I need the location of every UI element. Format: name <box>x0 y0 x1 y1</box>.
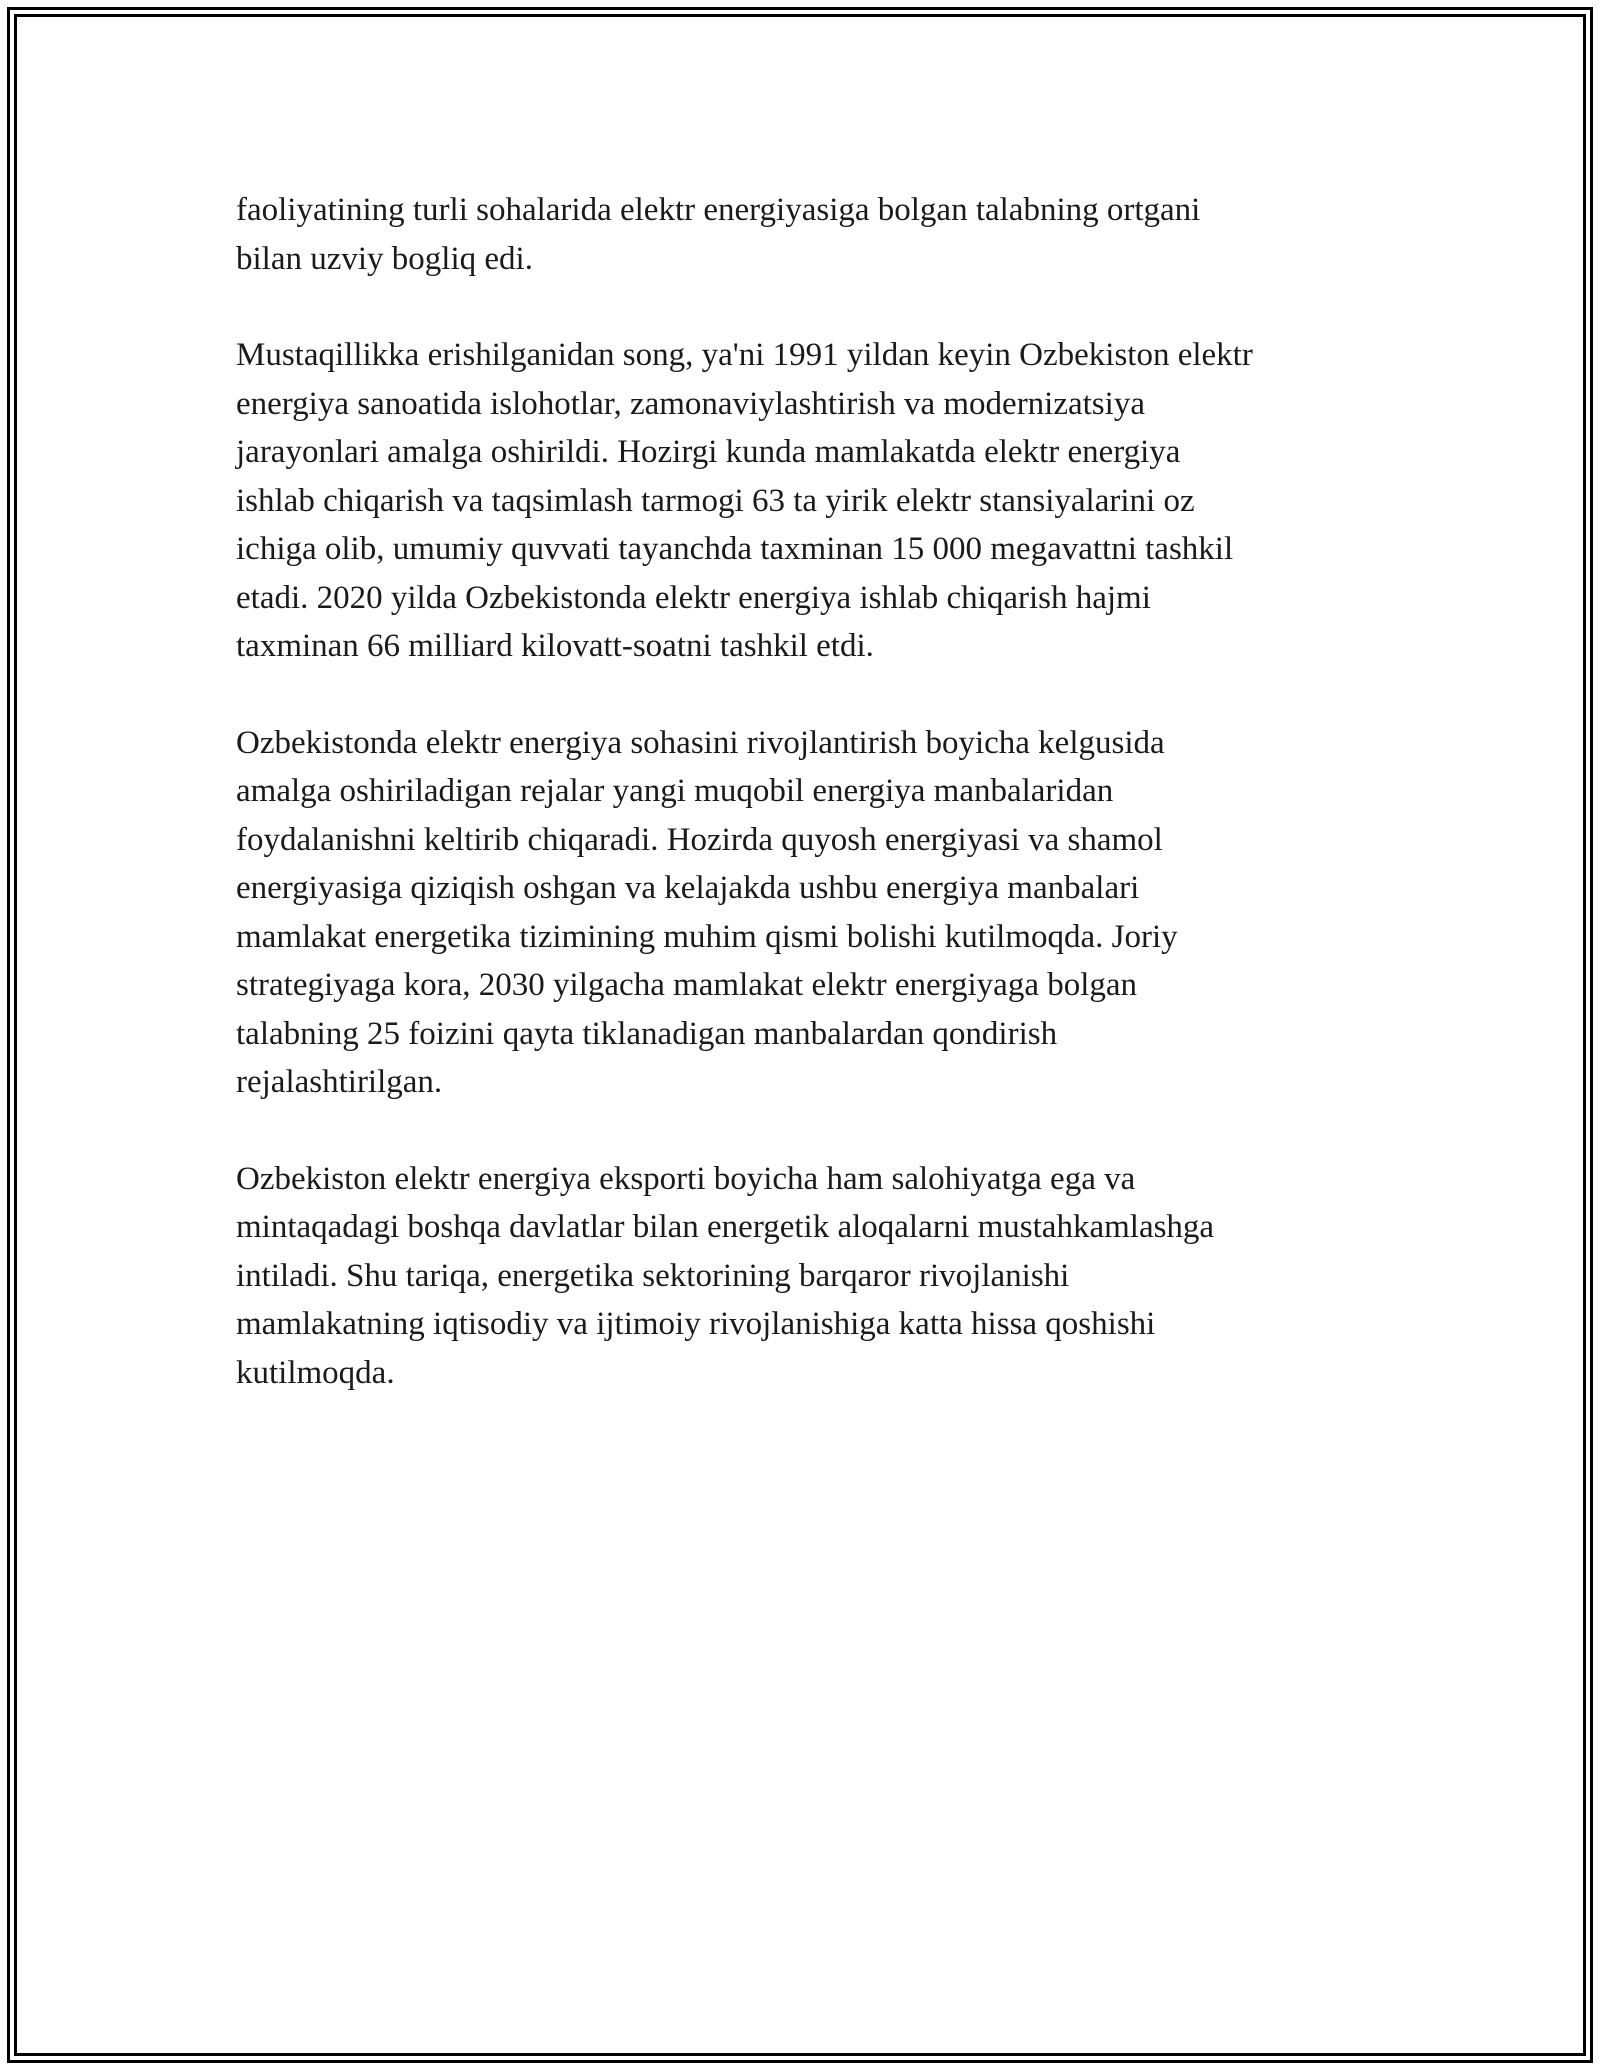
text-line: bilan uzviy bogliq edi. <box>236 240 533 277</box>
text-line: foydalanishni keltirib chiqaradi. Hozirda quyosh energiyasi va shamol <box>236 821 1163 858</box>
text-line: mintaqadagi boshqa davlatlar bilan energetik aloqalarni mustahkamlashga <box>236 1209 1215 1245</box>
text-line: energiyasiga qiziqish oshgan va kelajakda ushbu energiya manbalari <box>236 870 1140 906</box>
text-line: energiya sanoatida islohotlar, zamonaviylashtirish va modernizatsiya <box>236 385 1145 422</box>
text-line: kutilmoqda. <box>236 1354 395 1391</box>
text-line: rejalashtirilgan. <box>236 1064 443 1100</box>
text-line: taxminan 66 milliard kilovatt-soatni tashkil etdi. <box>236 628 874 664</box>
paragraph-3 <box>236 719 1386 1107</box>
paragraph-4 <box>236 1155 1386 1398</box>
paragraph-2 <box>236 331 1386 671</box>
text-line: talabning 25 foizini qayta tiklanadigan manbalardan qondirish <box>236 1015 1058 1052</box>
text-line: Ozbekiston elektr energiya eksporti boyicha ham salohiyatga ega va <box>236 1160 1136 1197</box>
document-body <box>236 186 1386 1445</box>
text-line: Mustaqillikka erishilganidan song, ya'ni 1991 yildan keyin Ozbekiston elektr <box>236 337 1253 373</box>
text-line: faoliyatining turli sohalarida elektr energiyasiga bolgan talabning ortgani <box>236 192 1201 228</box>
paragraph-1 <box>236 186 1386 283</box>
text-line: intiladi. Shu tariqa, energetika sektorining barqaror rivojlanishi <box>236 1257 1070 1294</box>
text-line: mamlakatning iqtisodiy va ijtimoiy rivojlanishiga katta hissa qoshishi <box>236 1306 1156 1342</box>
text-line: amalga oshiriladigan rejalar yangi muqobil energiya manbalaridan <box>236 773 1114 809</box>
text-line: strategiyaga kora, 2030 yilgacha mamlakat elektr energiyaga bolgan <box>236 967 1138 1003</box>
text-line: mamlakat energetika tizimining muhim qismi bolishi kutilmoqda. Joriy <box>236 918 1178 955</box>
text-line: etadi. 2020 yilda Ozbekistonda elektr energiya ishlab chiqarish hajmi <box>236 579 1151 616</box>
text-line: ishlab chiqarish va taqsimlash tarmogi 63 ta yirik elektr stansiyalarini oz <box>236 482 1195 519</box>
text-line: jarayonlari amalga oshirildi. Hozirgi kunda mamlakatda elektr energiya <box>236 434 1181 470</box>
text-line: ichiga olib, umumiy quvvati tayanchda taxminan 15 000 megavattni tashkil <box>236 531 1234 567</box>
text-line: Ozbekistonda elektr energiya sohasini rivojlantirish boyicha kelgusida <box>236 724 1165 761</box>
